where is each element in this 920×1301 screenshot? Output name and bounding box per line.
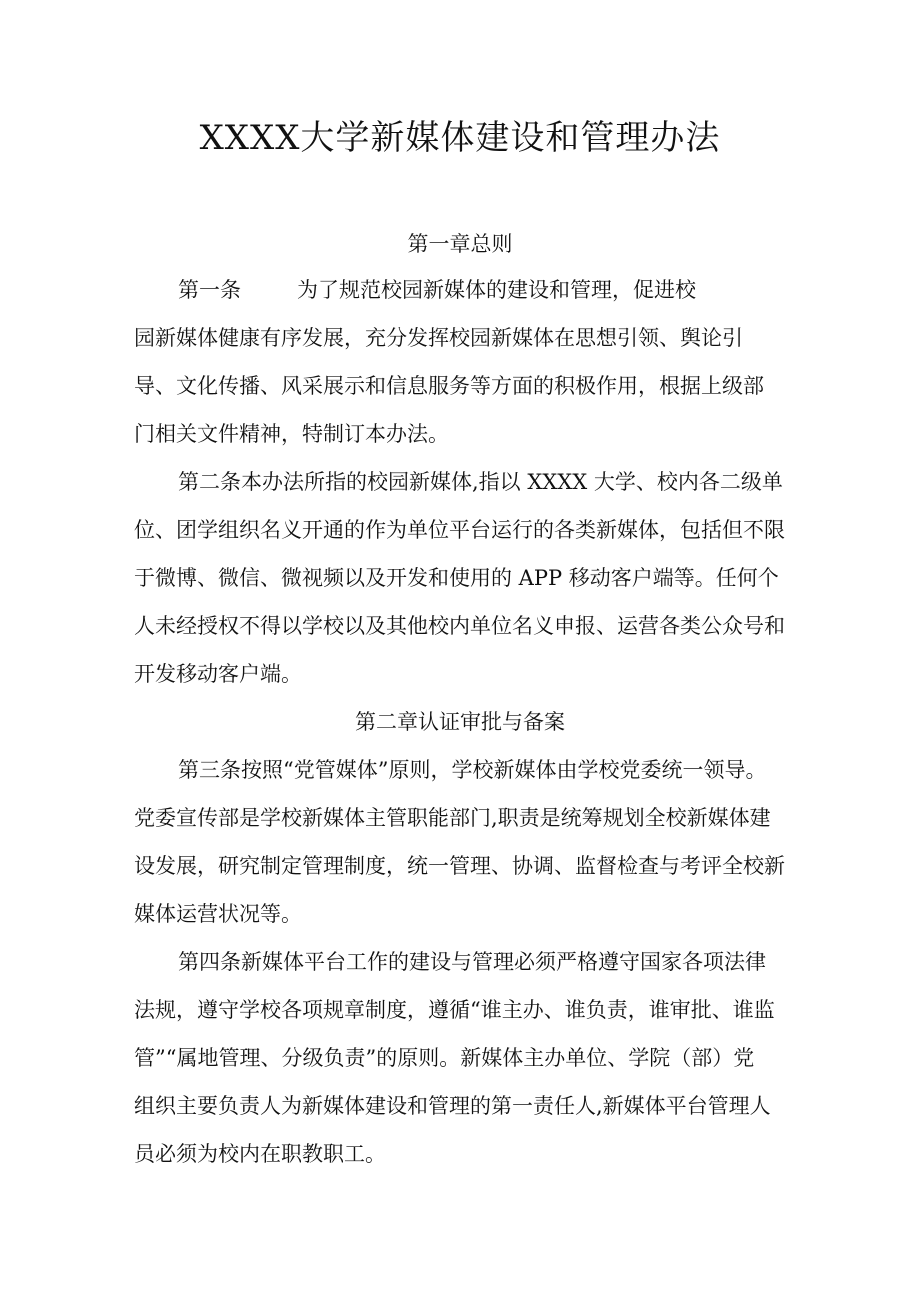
article-2-line: 第二条本办法所指的校园新媒体,指以 XXXX 大学、校内各二级单 [178, 470, 783, 494]
article-4-line: 法规，遵守学校各项规章制度，遵循“谁主办、谁负责，谁审批、谁监 [134, 998, 775, 1022]
article-3-line: 媒体运营状况等。 [134, 902, 302, 926]
article-1-label: 第一条 [178, 278, 241, 302]
article-3-line: 第三条按照“党管媒体”原则，学校新媒体由学校党委统一领导。 [178, 758, 767, 782]
article-4-line: 管”“属地管理、分级负责”的原则。新媒体主办单位、学院（部）党 [134, 1046, 755, 1070]
article-2-line: 人未经授权不得以学校以及其他校内单位名义申报、运营各类公众号和 [134, 614, 785, 638]
article-1-first-line [178, 274, 696, 304]
article-4-line: 第四条新媒体平台工作的建设与管理必须严格遵守国家各项法律 [178, 950, 766, 974]
document-title: XXXX大学新媒体建设和管理办法 [199, 118, 721, 158]
chapter-1-heading: 第一章总则 [407, 232, 513, 256]
article-4-line: 员必须为校内在职教职工。 [134, 1142, 386, 1166]
article-1-line: 园新媒体健康有序发展，充分发挥校园新媒体在思想引领、舆论引 [134, 326, 743, 350]
article-1-line: 导、文化传播、风采展示和信息服务等方面的积极作用，根据上级部 [134, 374, 764, 398]
article-2-line: 位、团学组织名义开通的作为单位平台运行的各类新媒体，包括但不限 [134, 518, 785, 542]
article-3-line: 设发展，研究制定管理制度，统一管理、协调、监督检查与考评全校新 [134, 854, 785, 878]
article-1-text: 为了规范校园新媒体的建设和管理，促进校 [297, 278, 696, 302]
article-3-line: 党委宣传部是学校新媒体主管职能部门,职责是统筹规划全校新媒体建 [134, 806, 771, 830]
chapter-2-heading: 第二章认证审批与备案 [355, 710, 565, 734]
article-2-line: 于微博、微信、微视频以及开发和使用的 APP 移动客户端等。任何个 [134, 566, 779, 590]
article-2-line: 开发移动客户端。 [134, 662, 302, 686]
article-4-line: 组织主要负责人为新媒体建设和管理的第一责任人,新媒体平台管理人 [134, 1094, 771, 1118]
article-1-line: 门相关文件精神，特制订本办法。 [134, 422, 449, 446]
